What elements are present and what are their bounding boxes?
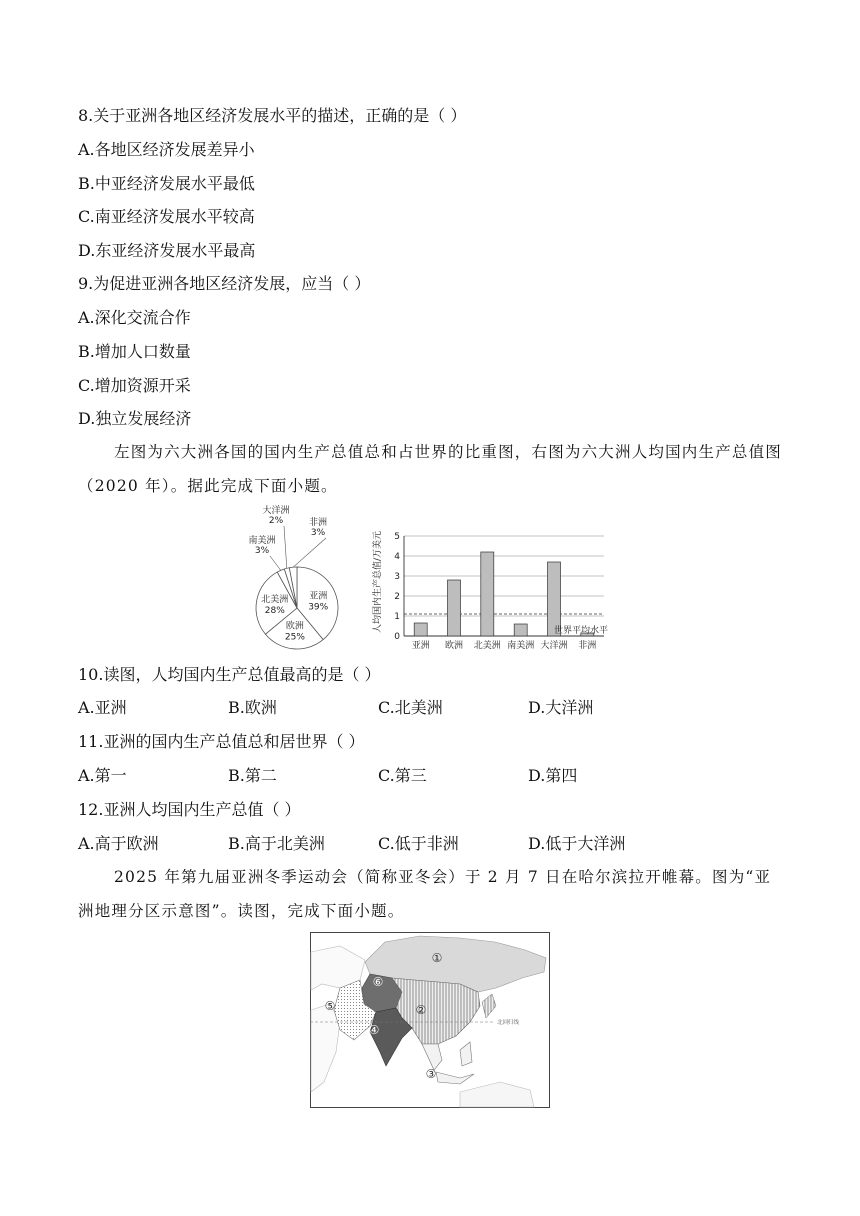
q8-stem: 8.关于亚洲各地区经济发展水平的描述，正确的是（ ） bbox=[78, 106, 467, 125]
pie-value-label-0: 39% bbox=[308, 602, 329, 613]
y-tick-label-4: 4 bbox=[394, 552, 400, 562]
pie-value-label-1: 25% bbox=[284, 632, 305, 643]
y-tick-label-1: 1 bbox=[394, 612, 400, 622]
x-category-label-3: 南美洲 bbox=[507, 641, 535, 651]
gdp-share-pie-chart bbox=[240, 505, 360, 650]
region-label-6: ⑥ bbox=[372, 975, 384, 989]
q12-option-b[interactable]: B.高于北美洲 bbox=[228, 834, 325, 853]
asia-regions-map bbox=[310, 932, 550, 1108]
q9-option-d[interactable]: D.独立发展经济 bbox=[78, 409, 192, 428]
q11-stem: 11.亚洲的国内生产总值总和居世界（ ） bbox=[78, 732, 365, 751]
x-category-label-5: 非洲 bbox=[578, 641, 597, 651]
region-label-4: ④ bbox=[368, 1023, 380, 1037]
q9-stem: 9.为促进亚洲各地区经济发展，应当（ ） bbox=[78, 274, 371, 293]
q8-option-c[interactable]: C.南亚经济发展水平较高 bbox=[78, 207, 255, 226]
pie-value-label-5: 3% bbox=[310, 528, 326, 538]
pie-leader-line-3 bbox=[270, 556, 281, 570]
pie-leader-line-5 bbox=[293, 538, 326, 567]
pie-label-5: 非洲 bbox=[308, 518, 328, 528]
x-category-label-2: 北美洲 bbox=[473, 641, 501, 651]
q12-option-d[interactable]: D.低于大洋洲 bbox=[528, 834, 626, 853]
region-label-5: ⑤ bbox=[324, 999, 336, 1013]
bar-北美洲 bbox=[481, 552, 494, 636]
q9-option-c[interactable]: C.增加资源开采 bbox=[78, 376, 191, 395]
pie-label-2: 北美洲 bbox=[261, 594, 289, 605]
q10-stem: 10.读图，人均国内生产总值最高的是（ ） bbox=[78, 665, 381, 684]
q11-option-b[interactable]: B.第二 bbox=[228, 766, 277, 785]
pie-label-4: 大洋洲 bbox=[262, 506, 290, 516]
region-label-1: ① bbox=[431, 951, 443, 965]
q8-option-b[interactable]: B.中亚经济发展水平最低 bbox=[78, 174, 255, 193]
pie-label-1: 欧洲 bbox=[285, 621, 304, 632]
reference-line-label: 世界平均水平 bbox=[554, 626, 609, 636]
intro-paragraph-gdp: 左图为六大洲各国的国内生产总值总和占世界的比重图，右图为六大洲人均国内生产总值图（2020 年）。据此完成下面小题。 bbox=[78, 443, 783, 495]
pie-value-label-4: 2% bbox=[268, 516, 284, 526]
y-tick-label-5: 5 bbox=[394, 532, 400, 542]
q8-option-d[interactable]: D.东亚经济发展水平最高 bbox=[78, 241, 256, 260]
x-category-label-4: 大洋洲 bbox=[540, 641, 568, 651]
q9-option-b[interactable]: B.增加人口数量 bbox=[78, 342, 191, 361]
pie-value-label-2: 28% bbox=[264, 605, 285, 616]
tropic-of-cancer-label: 北回归线 bbox=[497, 1020, 520, 1026]
q8-option-a[interactable]: A.各地区经济发展差异小 bbox=[78, 140, 255, 159]
q11-option-d[interactable]: D.第四 bbox=[528, 766, 578, 785]
q12-option-c[interactable]: C.低于非洲 bbox=[378, 834, 459, 853]
bar-亚洲 bbox=[414, 623, 427, 636]
x-category-label-0: 亚洲 bbox=[411, 641, 430, 651]
bar-大洋洲 bbox=[548, 562, 561, 636]
q9-option-a[interactable]: A.深化交流合作 bbox=[78, 308, 191, 327]
pie-label-3: 南美洲 bbox=[248, 536, 276, 546]
q11-option-c[interactable]: C.第三 bbox=[378, 766, 427, 785]
q12-stem: 12.亚洲人均国内生产总值（ ） bbox=[78, 800, 301, 819]
y-tick-label-0: 0 bbox=[394, 632, 400, 642]
region-label-2: ② bbox=[415, 1003, 427, 1017]
q12-option-a[interactable]: A.高于欧洲 bbox=[78, 834, 159, 853]
q10-option-a[interactable]: A.亚洲 bbox=[78, 698, 127, 717]
q11-option-a[interactable]: A.第一 bbox=[78, 766, 127, 785]
y-axis-label: 人均国内生产总值/万美元 bbox=[373, 530, 383, 634]
y-tick-label-2: 2 bbox=[394, 592, 400, 602]
region-label-3: ③ bbox=[425, 1067, 437, 1081]
pie-leader-line-4 bbox=[284, 526, 287, 568]
bar-南美洲 bbox=[514, 624, 527, 636]
intro-paragraph-asian-winter-games: 2025 年第九届亚洲冬季运动会（简称亚冬会）于 2 月 7 日在哈尔滨拉开帷幕。图为“亚洲地理分区示意图”。读图，完成下面小题。 bbox=[78, 868, 772, 920]
x-category-label-1: 欧洲 bbox=[444, 641, 464, 651]
q10-option-d[interactable]: D.大洋洲 bbox=[528, 698, 594, 717]
bar-欧洲 bbox=[448, 580, 461, 636]
q10-option-b[interactable]: B.欧洲 bbox=[228, 698, 277, 717]
q10-option-c[interactable]: C.北美洲 bbox=[378, 698, 443, 717]
gdp-per-capita-bar-chart bbox=[366, 516, 626, 652]
y-tick-label-3: 3 bbox=[394, 572, 400, 582]
pie-label-0: 亚洲 bbox=[309, 591, 328, 602]
pie-value-label-3: 3% bbox=[254, 546, 270, 556]
